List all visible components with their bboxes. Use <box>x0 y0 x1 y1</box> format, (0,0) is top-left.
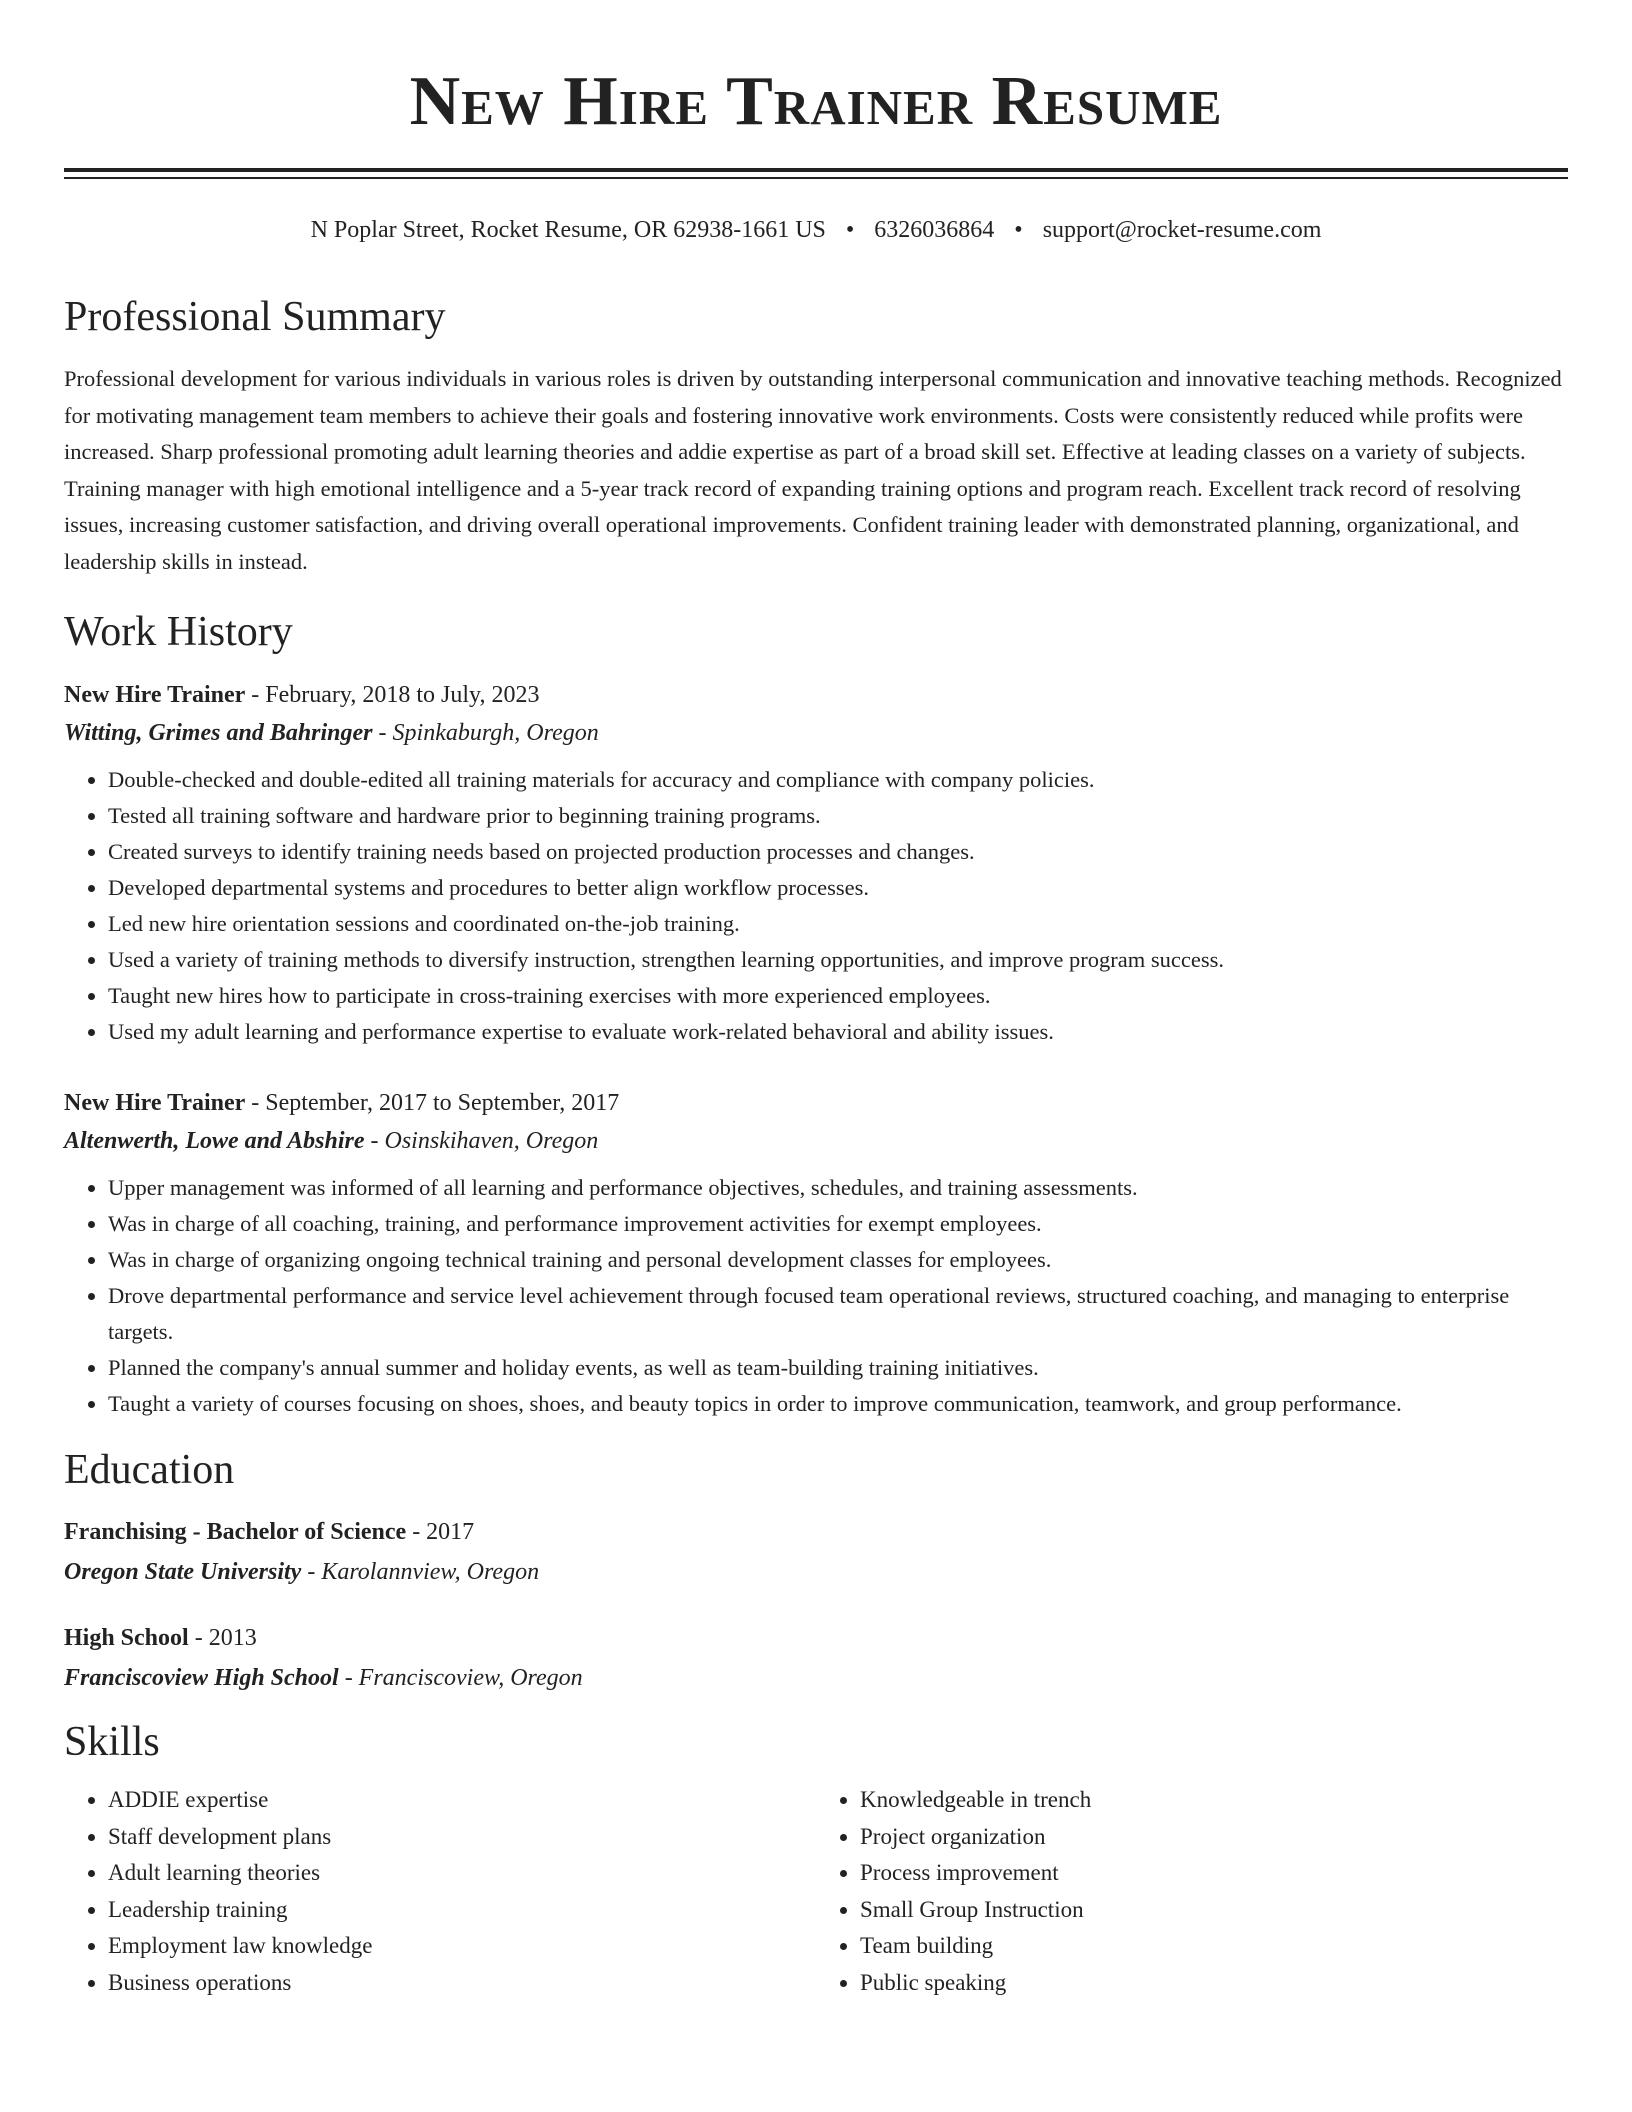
job-bullet: • Double-checked and double-edited all training materials for accuracy and compliance with company policies. <box>108 762 1568 798</box>
education-school: Oregon State University <box>64 1559 302 1585</box>
skill-item: • Leadership training <box>108 1892 816 1929</box>
job-bullets <box>64 762 1568 1050</box>
skill-item: • Adult learning theories <box>108 1855 816 1892</box>
job-title: New Hire Trainer <box>64 682 246 708</box>
job-bullet: • Taught new hires how to participate in cross-training exercises with more experienced employees. <box>108 978 1568 1014</box>
education-year: - 2013 <box>188 1625 257 1651</box>
skill-item: • Team building <box>860 1928 1568 1965</box>
skill-item: • Public speaking <box>860 1965 1568 2002</box>
job-bullet: • Was in charge of organizing ongoing technical training and personal development classes for employees. <box>108 1242 1568 1278</box>
contact-phone: 6326036864 <box>874 217 995 243</box>
contact-separator: • <box>845 217 855 243</box>
job-dates: - February, 2018 to July, 2023 <box>245 682 540 708</box>
job-location: - Osinskihaven, Oregon <box>364 1128 599 1154</box>
education-location: - Karolannview, Oregon <box>301 1559 540 1585</box>
job-title-line <box>64 676 1568 714</box>
job-company-line <box>64 1122 1568 1160</box>
skills-list-right <box>816 1782 1568 2001</box>
job-title-line <box>64 1084 1568 1122</box>
summary-text: Professional development for various individuals in various roles is driven by outstanding interpersonal communication and innovative teaching methods. Recognized for motivating management team members to achieve their goals and fostering innovative work environments. Costs were consistently reduced while profits were increased. Sharp professional promoting adult learning theories and addie expertise as part of a broad skill set. Effective at leading classes on a variety of subjects. Training manager with high emotional intelligence and a 5-year track record of expanding training options and program reach. Excellent track record of resolving issues, increasing customer satisfaction, and driving overall operational improvements. Confident training leader with demonstrated planning, organizational, and leadership skills in instead. <box>64 366 1562 574</box>
job-bullet: • Upper management was informed of all learning and performance objectives, schedules, and training assessments. <box>108 1170 1568 1206</box>
skill-item: • Knowledgeable in trench <box>860 1782 1568 1819</box>
education-degree: High School <box>64 1625 189 1651</box>
education-location: - Franciscoview, Oregon <box>338 1665 583 1691</box>
skill-item: • Business operations <box>108 1965 816 2002</box>
job-bullet: • Drove departmental performance and service level achievement through focused team operational reviews, structured coaching, and managing to enterprise targets. <box>108 1278 1568 1350</box>
education-degree-line <box>64 1512 1568 1552</box>
job-bullet: • Taught a variety of courses focusing on shoes, shoes, and beauty topics in order to improve communication, teamwork, and group performance. <box>108 1386 1568 1422</box>
job-bullet: • Planned the company's annual summer and holiday events, as well as team-building training initiatives. <box>108 1350 1568 1386</box>
job-bullet: • Created surveys to identify training needs based on projected production processes and changes. <box>108 834 1568 870</box>
education-entry <box>64 1512 1568 1592</box>
skills-list-left <box>64 1782 816 2001</box>
job-bullet: • Used a variety of training methods to diversify instruction, strengthen learning opportunities, and improve program success. <box>108 942 1568 978</box>
job-location: - Spinkaburgh, Oregon <box>372 720 599 746</box>
education-year: - 2017 <box>406 1519 475 1545</box>
skill-item: • ADDIE expertise <box>108 1782 816 1819</box>
skills-columns <box>64 1782 1568 2001</box>
education-degree: Franchising - Bachelor of Science <box>64 1519 407 1545</box>
resume-title: New Hire Trainer Resume <box>409 63 1223 140</box>
job-entry <box>64 1084 1568 1422</box>
job-company: Altenwerth, Lowe and Abshire <box>64 1128 365 1154</box>
contact-line <box>64 213 1568 247</box>
job-entry <box>64 676 1568 1050</box>
job-bullet: • Was in charge of all coaching, training, and performance improvement activities for exempt employees. <box>108 1206 1568 1242</box>
education-school-line <box>64 1552 1568 1592</box>
job-bullet: • Developed departmental systems and procedures to better align workflow processes. <box>108 870 1568 906</box>
skills-heading: Skills <box>64 1719 160 1765</box>
education-school: Franciscoview High School <box>64 1665 339 1691</box>
job-company: Witting, Grimes and Bahringer <box>64 720 373 746</box>
education-degree-line <box>64 1618 1568 1658</box>
skill-item: • Staff development plans <box>108 1819 816 1856</box>
education-entry <box>64 1618 1568 1698</box>
title-rule-thin <box>64 177 1568 179</box>
skill-item: • Process improvement <box>860 1855 1568 1892</box>
job-title: New Hire Trainer <box>64 1090 246 1116</box>
job-bullet: • Used my adult learning and performance expertise to evaluate work-related behavioral and ability issues. <box>108 1014 1568 1050</box>
summary-heading: Professional Summary <box>64 294 446 340</box>
job-dates: - September, 2017 to September, 2017 <box>245 1090 620 1116</box>
contact-email: support@rocket-resume.com <box>1042 217 1322 243</box>
contact-address: N Poplar Street, Rocket Resume, OR 62938-1661 US <box>310 217 826 243</box>
skill-item: • Project organization <box>860 1819 1568 1856</box>
job-bullets <box>64 1170 1568 1422</box>
job-bullet: • Led new hire orientation sessions and coordinated on-the-job training. <box>108 906 1568 942</box>
skill-item: • Employment law knowledge <box>108 1928 816 1965</box>
skill-item: • Small Group Instruction <box>860 1892 1568 1929</box>
contact-separator: • <box>1014 217 1023 243</box>
job-company-line <box>64 714 1568 752</box>
education-heading: Education <box>64 1447 235 1493</box>
work-history-heading: Work History <box>64 609 293 655</box>
title-rule-thick <box>64 168 1568 172</box>
education-school-line <box>64 1658 1568 1698</box>
job-bullet: • Tested all training software and hardware prior to beginning training programs. <box>108 798 1568 834</box>
